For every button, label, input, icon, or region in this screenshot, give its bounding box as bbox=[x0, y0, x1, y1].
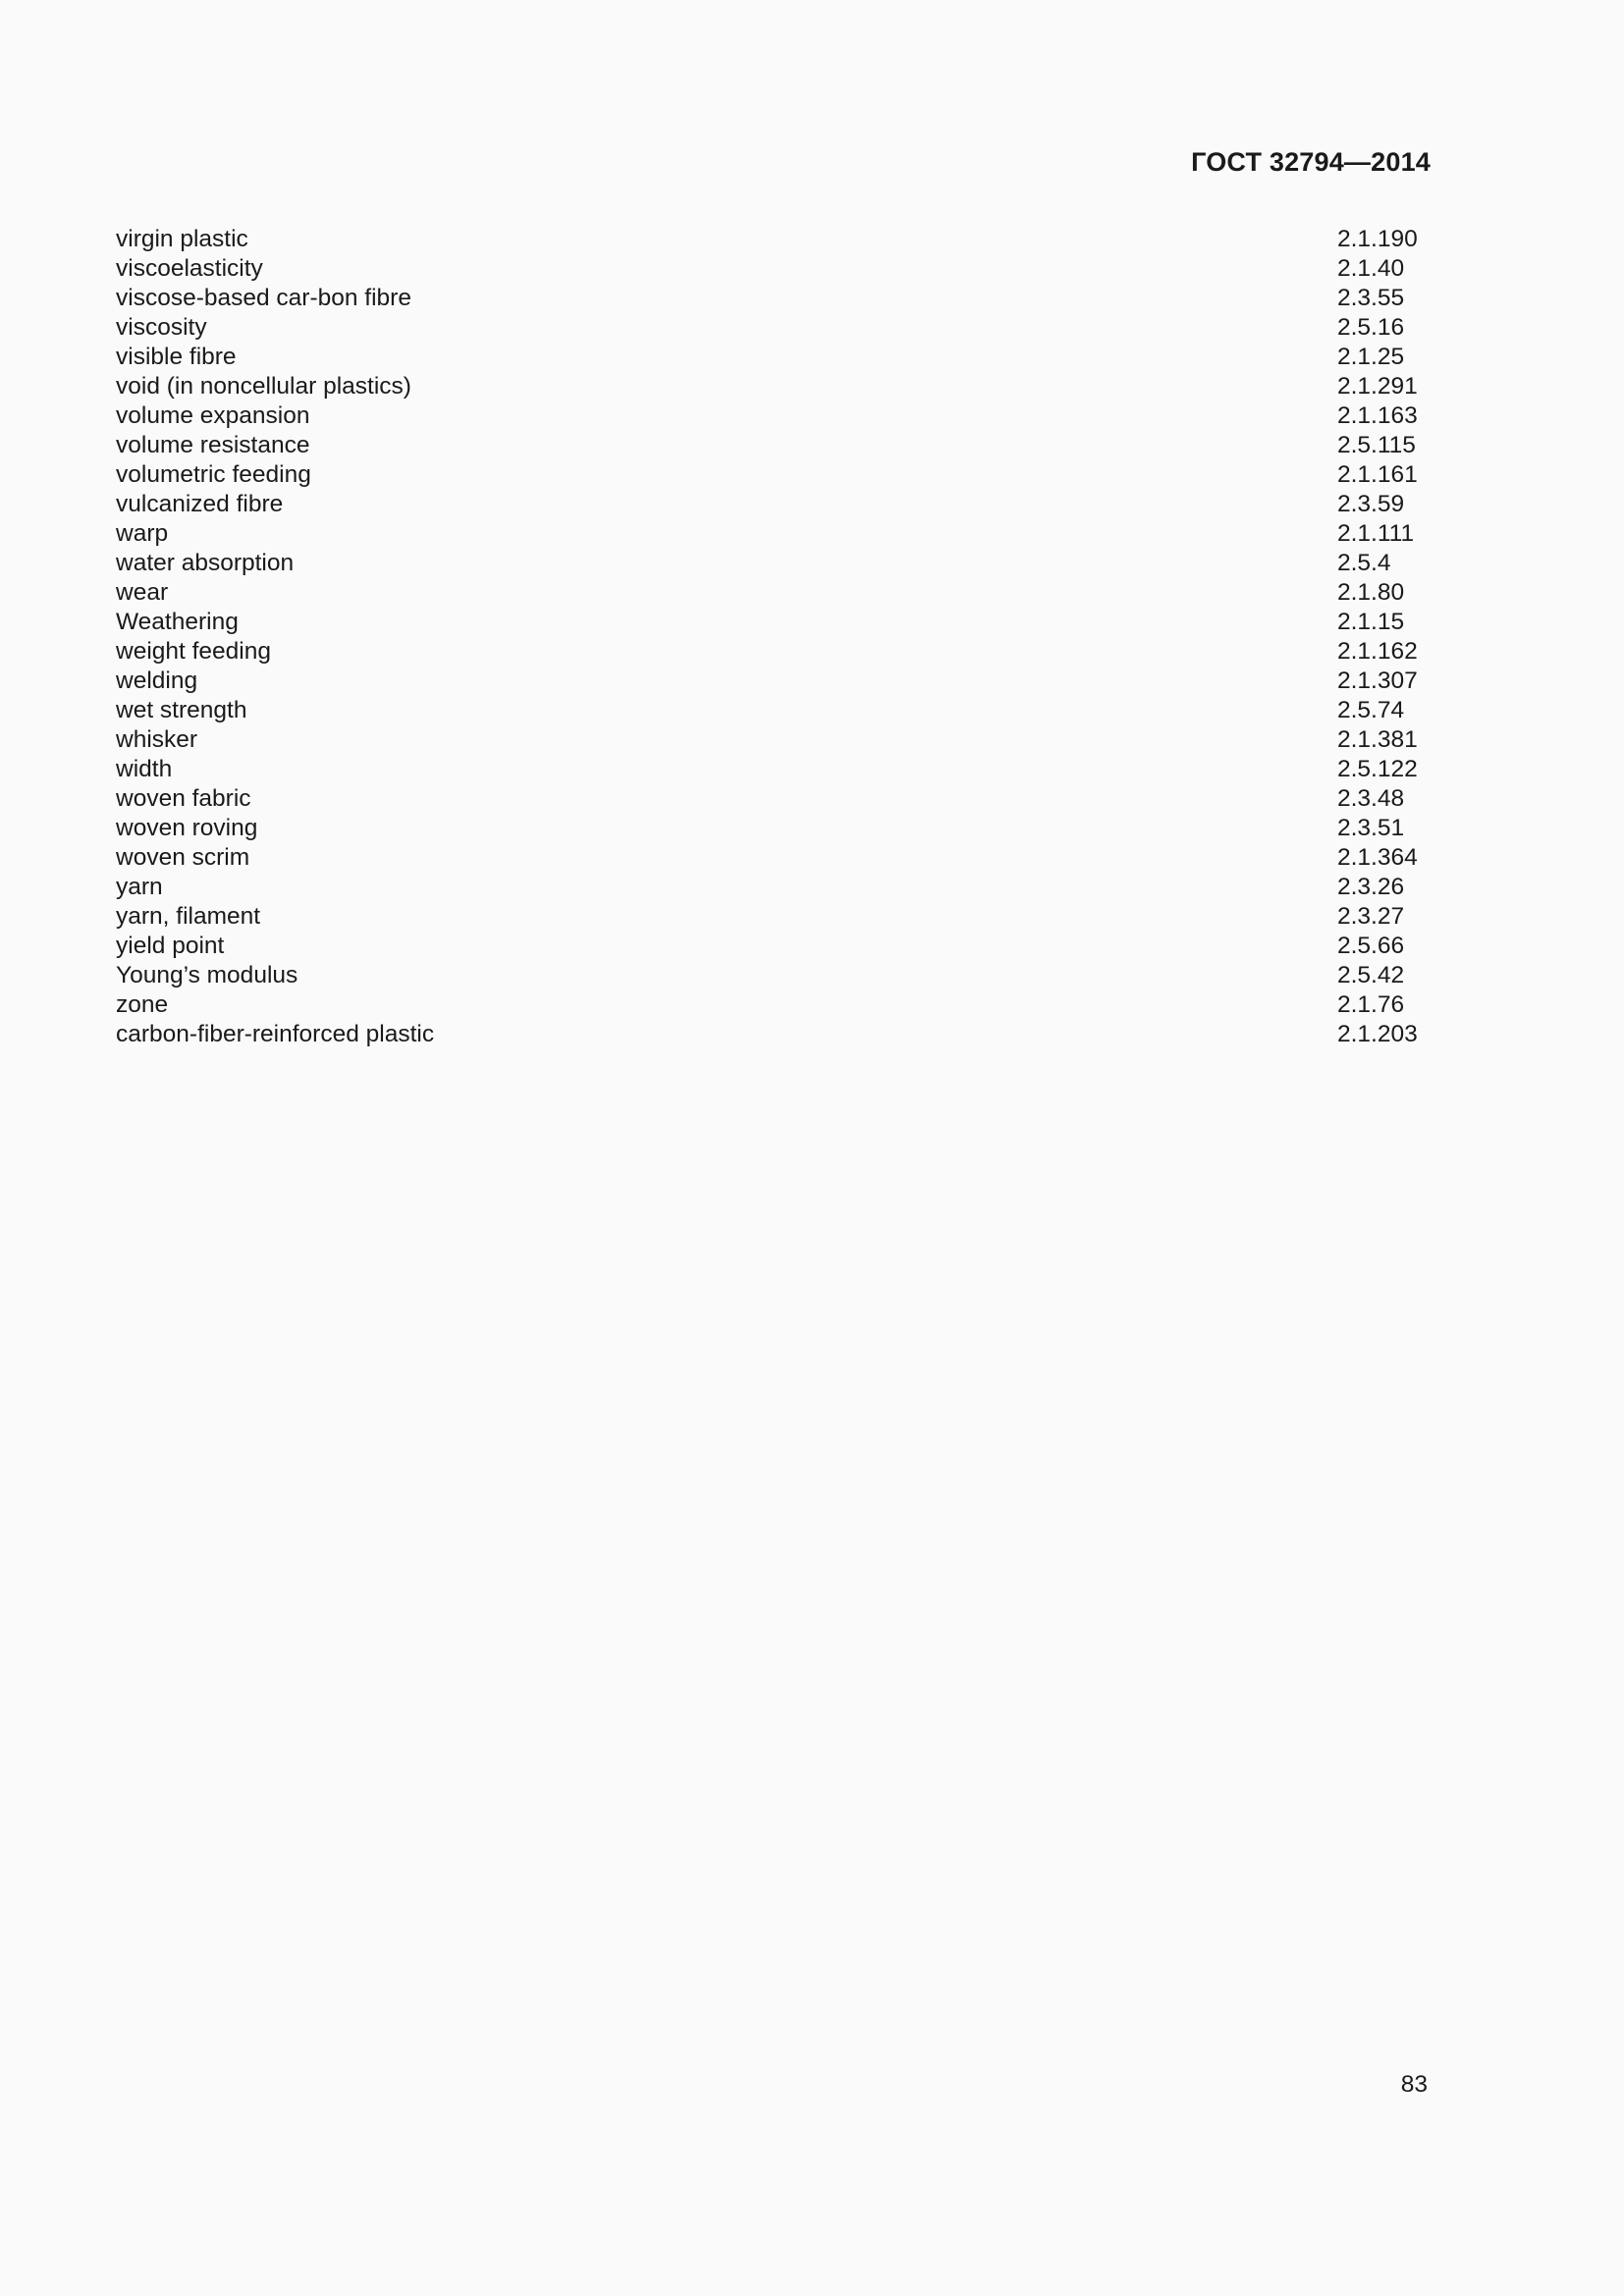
index-entry bbox=[116, 902, 1432, 932]
index-entry bbox=[116, 578, 1432, 608]
index-entry bbox=[116, 401, 1432, 431]
index-reference: 2.5.4 bbox=[1337, 550, 1391, 576]
index-term: yarn bbox=[116, 874, 163, 900]
index-term: Young’s modulus bbox=[116, 962, 298, 988]
index-reference: 2.1.307 bbox=[1337, 667, 1418, 694]
index-entry bbox=[116, 549, 1432, 578]
index-entry bbox=[116, 460, 1432, 490]
index-term: vulcanized fibre bbox=[116, 491, 284, 517]
index-term: woven fabric bbox=[116, 785, 251, 812]
term-index-list bbox=[116, 225, 1432, 1049]
index-term: woven roving bbox=[116, 815, 258, 841]
index-reference: 2.5.66 bbox=[1337, 933, 1405, 959]
index-term: viscoelasticity bbox=[116, 255, 263, 282]
index-reference: 2.1.203 bbox=[1337, 1021, 1418, 1047]
index-reference: 2.3.27 bbox=[1337, 903, 1405, 930]
index-reference: 2.3.48 bbox=[1337, 785, 1405, 812]
index-reference: 2.5.42 bbox=[1337, 962, 1405, 988]
index-term: visible fibre bbox=[116, 344, 237, 370]
index-reference: 2.1.15 bbox=[1337, 609, 1405, 635]
index-entry bbox=[116, 254, 1432, 284]
index-entry bbox=[116, 784, 1432, 814]
index-term: viscose-based car-bon fibre bbox=[116, 285, 411, 311]
index-reference: 2.3.59 bbox=[1337, 491, 1405, 517]
index-entry bbox=[116, 725, 1432, 755]
index-entry bbox=[116, 990, 1432, 1020]
index-term: volumetric feeding bbox=[116, 461, 311, 488]
index-term: wear bbox=[116, 579, 169, 606]
index-entry bbox=[116, 873, 1432, 902]
index-reference: 2.3.51 bbox=[1337, 815, 1405, 841]
index-entry bbox=[116, 637, 1432, 667]
index-reference: 2.1.80 bbox=[1337, 579, 1405, 606]
index-reference: 2.1.163 bbox=[1337, 402, 1418, 429]
index-reference: 2.1.364 bbox=[1337, 844, 1418, 871]
index-entry bbox=[116, 755, 1432, 784]
index-entry bbox=[116, 696, 1432, 725]
index-entry bbox=[116, 667, 1432, 696]
index-reference: 2.1.76 bbox=[1337, 991, 1405, 1018]
index-reference: 2.1.161 bbox=[1337, 461, 1418, 488]
index-entry bbox=[116, 519, 1432, 549]
index-term: virgin plastic bbox=[116, 226, 248, 252]
index-term: yarn, filament bbox=[116, 903, 261, 930]
index-term: wet strength bbox=[116, 697, 247, 723]
index-reference: 2.5.74 bbox=[1337, 697, 1405, 723]
index-entry bbox=[116, 431, 1432, 460]
index-entry bbox=[116, 961, 1432, 990]
index-entry bbox=[116, 490, 1432, 519]
index-entry bbox=[116, 1020, 1432, 1049]
index-entry bbox=[116, 814, 1432, 843]
index-term: Weathering bbox=[116, 609, 239, 635]
index-term: welding bbox=[116, 667, 198, 694]
index-reference: 2.1.111 bbox=[1337, 520, 1415, 547]
index-entry bbox=[116, 313, 1432, 343]
index-entry bbox=[116, 343, 1432, 372]
index-entry bbox=[116, 608, 1432, 637]
index-entry bbox=[116, 372, 1432, 401]
page-number: 83 bbox=[1400, 2071, 1428, 2098]
index-reference: 2.1.25 bbox=[1337, 344, 1405, 370]
index-reference: 2.1.291 bbox=[1337, 373, 1418, 400]
index-term: woven scrim bbox=[116, 844, 250, 871]
index-reference: 2.5.122 bbox=[1337, 756, 1418, 782]
index-reference: 2.1.162 bbox=[1337, 638, 1418, 665]
index-reference: 2.3.26 bbox=[1337, 874, 1405, 900]
index-entry bbox=[116, 843, 1432, 873]
index-reference: 2.3.55 bbox=[1337, 285, 1405, 311]
index-reference: 2.1.381 bbox=[1337, 726, 1418, 753]
index-term: yield point bbox=[116, 933, 225, 959]
index-reference: 2.1.40 bbox=[1337, 255, 1405, 282]
index-term: volume expansion bbox=[116, 402, 310, 429]
index-term: carbon-fiber-reinforced plastic bbox=[116, 1021, 435, 1047]
index-reference: 2.1.190 bbox=[1337, 226, 1418, 252]
index-term: water absorption bbox=[116, 550, 295, 576]
index-term: viscosity bbox=[116, 314, 207, 341]
index-term: void (in noncellular plastics) bbox=[116, 373, 411, 400]
index-term: zone bbox=[116, 991, 169, 1018]
index-term: volume resistance bbox=[116, 432, 310, 458]
index-term: weight feeding bbox=[116, 638, 272, 665]
index-term: whisker bbox=[116, 726, 198, 753]
index-reference: 2.5.16 bbox=[1337, 314, 1405, 341]
document-header: ГОСТ 32794—2014 bbox=[1191, 147, 1431, 177]
index-term: width bbox=[116, 756, 173, 782]
index-entry bbox=[116, 932, 1432, 961]
index-term: warp bbox=[116, 520, 169, 547]
index-entry bbox=[116, 225, 1432, 254]
index-reference: 2.5.115 bbox=[1337, 432, 1416, 458]
index-entry bbox=[116, 284, 1432, 313]
